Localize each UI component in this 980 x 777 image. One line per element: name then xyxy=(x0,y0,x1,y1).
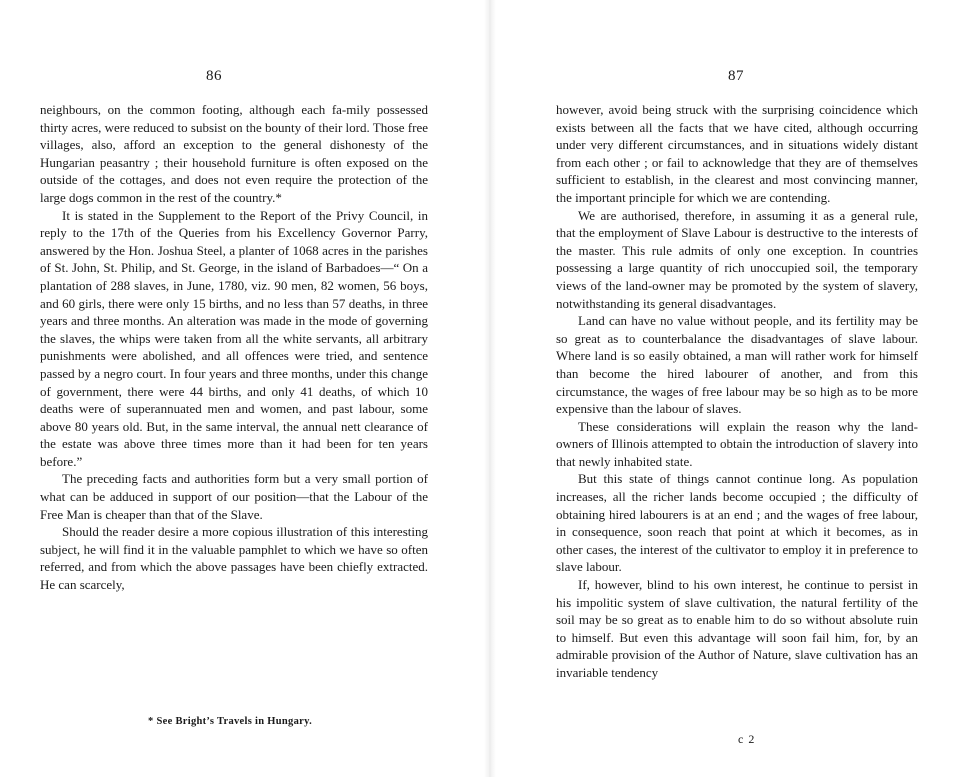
paragraph: But this state of things cannot continue long. As population increases, all the richer lands become occupied ; the difficulty of obtaining hired labourers is at an end ; and the wages of free labour, in consequence, soon reach that point at which it becomes, as in other cases, the interest of the cultivator to employ it in preference to slave labour. xyxy=(556,471,918,575)
left-page-text xyxy=(40,101,428,594)
paragraph: The preceding facts and authorities form but a very small portion of what can be adduced in support of our position—that the Labour of the Free Man is cheaper than that of the Slave. xyxy=(40,471,428,522)
paragraph: neighbours, on the common footing, although each fa-mily possessed thirty acres, were reduced to subsist on the bounty of their lord. Those free villages, also, afford an exception to the general dishonesty of the Hungarian peasantry ; their household furniture is often exposed on the outside of the cottages, and does not even require the protection of the large dogs common in the rest of the country.* xyxy=(40,102,428,205)
footnote: * See Bright’s Travels in Hungary. xyxy=(148,716,313,727)
right-page-text xyxy=(556,101,918,682)
paragraph: We are authorised, therefore, in assuming it as a general rule, that the employment of Slave Labour is destructive to the interests of the master. This rule admits of only one exception. In countries possessing a large quantity of rich unoccupied soil, the temporary views of the land-owner may be promoted by the system of slavery, notwithstanding its general disadvantages. xyxy=(556,207,918,311)
page-number-left: 86 xyxy=(206,68,222,84)
paragraph: These considerations will explain the reason why the land-owners of Illinois attempted to obtain the introduction of slavery into that newly inhabited state. xyxy=(556,418,918,469)
right-page xyxy=(490,0,980,777)
paragraph: If, however, blind to his own interest, he continue to persist in his impolitic system of slave cultivation, the natural fertility of the soil may be so great as to enable him to do so without absolute ruin to himself. But even this advantage will soon fail him, for, by an admirable provision of the Author of Nature, slave cultivation has an invariable tendency xyxy=(556,577,918,680)
printer-signature-mark: c 2 xyxy=(738,732,756,746)
page-number-right: 87 xyxy=(728,68,744,84)
paragraph: It is stated in the Supplement to the Report of the Privy Council, in reply to the 17th of the Queries from his Excellency Governor Parry, answered by the Hon. Joshua Steel, a planter of 1068 acres in the parishes of St. John, St. Philip, and St. George, in the island of Barbadoes—“ On a plantation of 288 slaves, in June, 1780, viz. 90 men, 82 women, 56 boys, and 60 girls, there were only 15 births, and no less than 57 deaths, in three years and three months. An alteration was made in the mode of governing the slaves, the whips were taken from all the white servants, all arbitrary punishments were abolished, and all offences were tried, and sentence passed by a negro court. In four years and three months, under this change of government, there were 44 births, and only 41 deaths, of which 10 deaths were of superannuated men and women, and past labour, some above 80 years old. But, in the same interval, the annual nett clearance of the estate was above three times more than it had been for ten years before.” xyxy=(40,207,428,469)
paragraph: Should the reader desire a more copious illustration of this interesting subject, he will find it in the valuable pamphlet to which we have so often referred, and from which the above passages have been chiefly extracted. He can scarcely, xyxy=(40,524,428,593)
paragraph: however, avoid being struck with the surprising coincidence which exists between all the facts that we have cited, although occurring under very different circumstances, and in situations widely distant from each other ; or fail to acknowledge that they are of themselves sufficient to establish, in the clearest and most convincing manner, the important principle for which we are contending. xyxy=(556,102,918,205)
paragraph: Land can have no value without people, and its fertility may be so great as to counterbalance the disadvantages of slave labour. Where land is so easily obtained, a man will rather work for himself than become the hired labourer of another, and from this circumstance, the wages of free labour may be so high as to be more expensive than the labour of slaves. xyxy=(556,313,918,417)
